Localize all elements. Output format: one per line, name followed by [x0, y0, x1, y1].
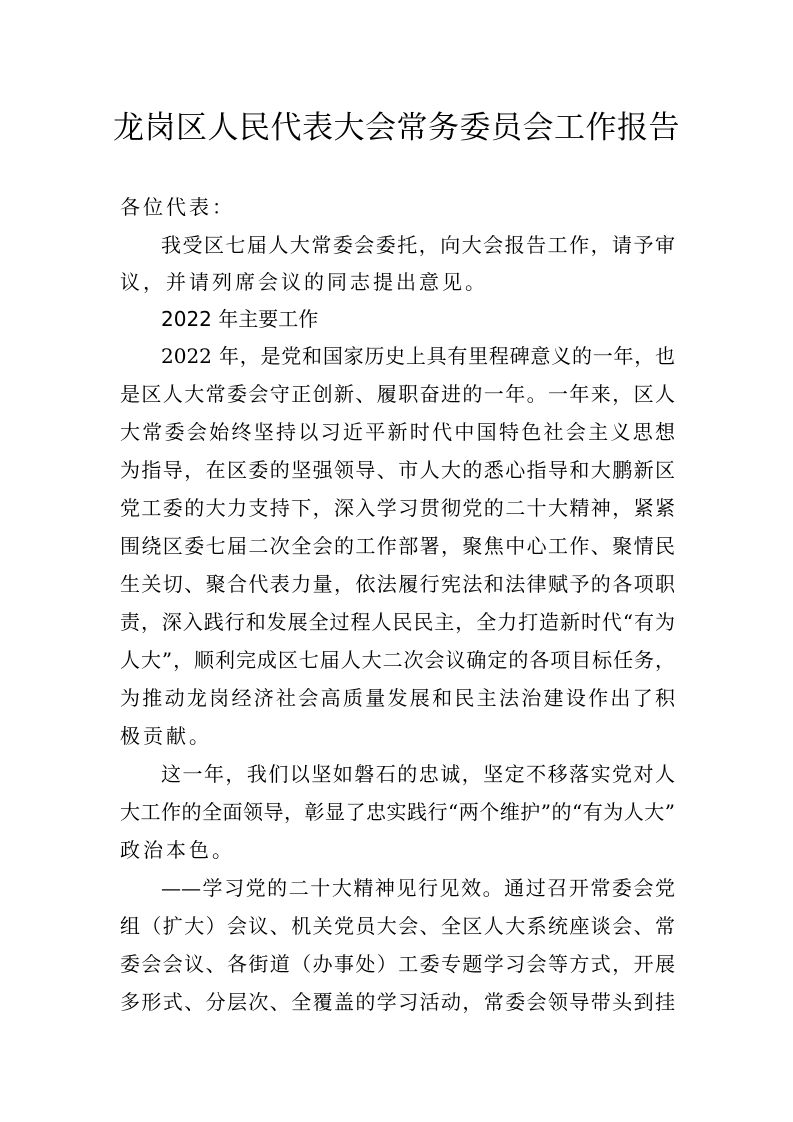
- paragraph1-line-5: 党工委的大力支持下，深入学习贯彻党的二十大精神，紧紧: [120, 496, 675, 520]
- paragraph3-line-2: 组（扩大）会议、机关党员大会、全区人大系统座谈会、常: [120, 914, 675, 938]
- paragraph2-line-2: 大工作的全面领导，彰显了忠实践行“两个维护”的“有为人大”: [120, 800, 675, 824]
- paragraph3-line-3: 委会会议、各街道（办事处）工委专题学习会等方式，开展: [120, 952, 675, 976]
- paragraph1-line-4: 为指导，在区委的坚强领导、市人大的悉心指导和大鹏新区: [120, 458, 675, 482]
- paragraph1-line-10: 为推动龙岗经济社会高质量发展和民主法治建设作出了积: [120, 686, 675, 710]
- document-title: 龙岗区人民代表大会常务委员会工作报告: [113, 110, 680, 146]
- paragraph2-line-1: 这一年，我们以坚如磐石的忠诚，坚定不移落实党对人: [161, 762, 675, 786]
- paragraph1-line-2: 是区人大常委会守正创新、履职奋进的一年。一年来，区人: [120, 382, 675, 406]
- section-heading: 2022 年主要工作: [161, 307, 319, 331]
- paragraph1-line-9: 人大”，顺利完成区七届人大二次会议确定的各项目标任务，: [120, 648, 675, 672]
- paragraph1-line-7: 生关切、聚合代表力量，依法履行宪法和法律赋予的各项职: [120, 572, 675, 596]
- salutation: 各位代表：: [120, 195, 235, 219]
- paragraph1-line-3: 大常委会始终坚持以习近平新时代中国特色社会主义思想: [120, 420, 675, 444]
- paragraph1-line-11: 极贡献。: [120, 724, 212, 748]
- paragraph1-line-6: 围绕区委七届二次全会的工作部署，聚焦中心工作、聚情民: [120, 534, 675, 558]
- intro-line-1: 我受区七届人大常委会委托，向大会报告工作，请予审: [161, 233, 675, 257]
- paragraph2-line-3: 政治本色。: [120, 838, 235, 862]
- paragraph3-line-4: 多形式、分层次、全覆盖的学习活动，常委会领导带头到挂: [120, 990, 675, 1014]
- paragraph3-line-1: ——学习党的二十大精神见行见效。通过召开常委会党: [161, 876, 675, 900]
- paragraph1-line-8: 责，深入践行和发展全过程人民民主，全力打造新时代“有为: [120, 610, 675, 634]
- paragraph1-line-1: 2022 年，是党和国家历史上具有里程碑意义的一年，也: [161, 344, 675, 368]
- intro-line-2: 议，并请列席会议的同志提出意见。: [120, 270, 488, 294]
